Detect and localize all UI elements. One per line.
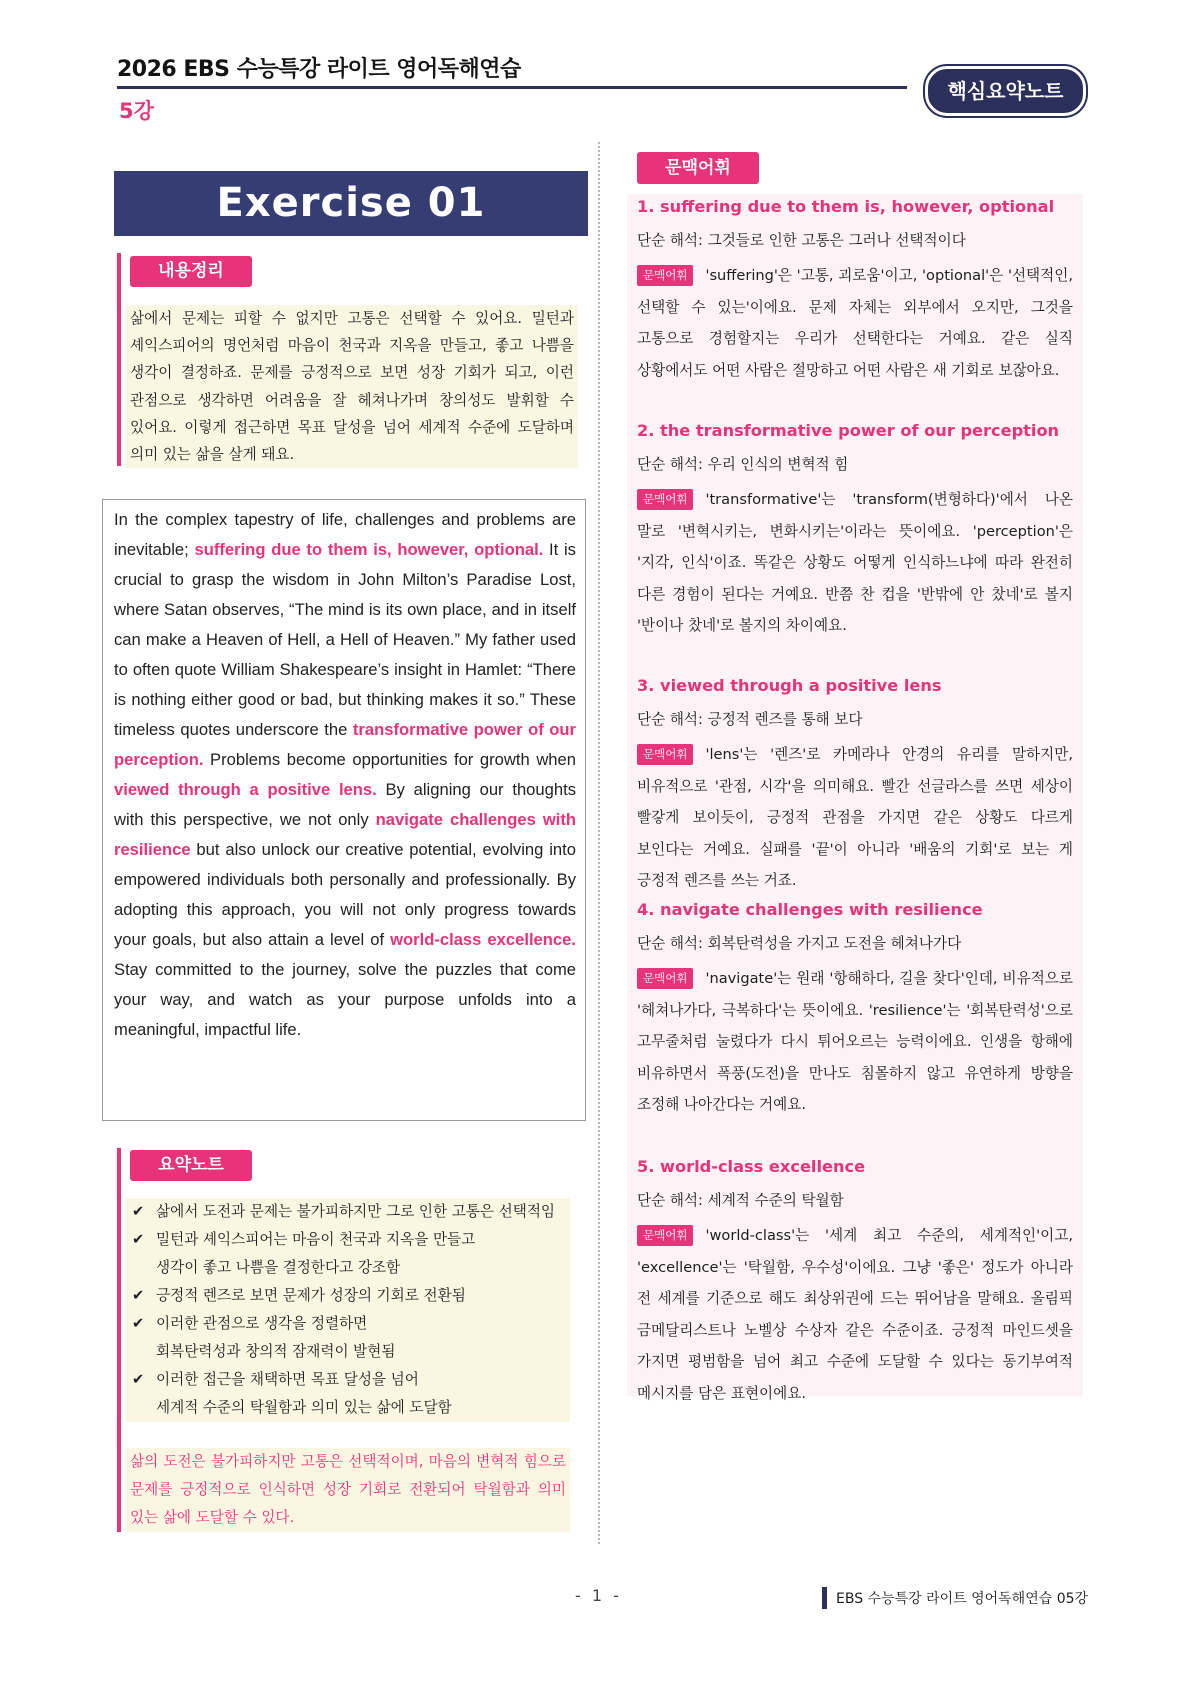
key-note-line: 긍정적 렌즈로 보면 문제가 성장의 기회로 전환됨 [156,1287,466,1304]
document-title: 2026 EBS 수능특강 라이트 영어독해연습 [117,57,521,82]
column-divider [598,142,600,1544]
context-vocab-label: 문맥어휘 [637,152,759,184]
vocab-translation-5 [637,1189,844,1210]
vocab-heading-2: 2. the transformative power of our perception [637,421,1060,440]
footer-text: EBS 수능특강 라이트 영어독해연습 05강 [836,1591,1089,1607]
explanation-text: 'lens'는 '렌즈'로 카메라나 안경의 유리를 말하지만, 비유적으로 '관점, 시각'을 의미해요. 빨간 선글라스를 쓰면 세상이 빨갛게 보이듯이, 긍정적 관점을 가지면 같은 상황도 다르게 보인다는 거예요. 실패를 '끝'이 아니라 '배움의 기회'로 보는 게 긍정적 렌즈를 쓰는 거죠. [637,746,1073,890]
passage-segment: Problems become opportunities for growth when [203,750,576,769]
translation-text: 그것들로 인한 고통은 그러나 선택적이다 [707,232,966,249]
translation-text: 세계적 수준의 탁월함 [707,1192,844,1209]
core-summary-badge: 핵심요약노트 [925,66,1086,116]
vocab-explanation-3 [637,739,1073,897]
passage-segment: It is crucial to grasp the wisdom in John Milton’s Paradise Lost, where Satan observes, “The mind is its own place, and in itself can make a Heaven of Hell, a Hell of Heaven.” My father used to often quote William Shakespeare’s insight in Hamlet: “There is nothing either good or bad, but thinking makes it so.” These timeless quotes underscore the [114,540,576,739]
passage-segment: Stay committed to the journey, solve the puzzles that come your way, and watch as your purpose unfolds into a meaningful, impactful life. [114,960,576,1039]
vocab-translation-3 [637,708,863,729]
passage-segment: but also unlock our creative potential, evolving into empowered individuals both personally and professionally. By adopting this approach, you will not only progress towards your goals, but also attain a level of [114,840,576,949]
header-rule [117,86,907,89]
translation-text: 우리 인식의 변혁적 힘 [707,456,849,473]
key-note-item [126,1226,570,1282]
highlight-phrase-4: navigate challenges with resilience [114,810,576,859]
key-note-item [126,1366,570,1422]
key-note-item [126,1310,570,1366]
vocab-heading-1: 1. suffering due to them is, however, optional [637,197,1055,216]
translation-prefix: 단순 해석: [637,456,703,473]
key-notes-list [126,1198,570,1422]
context-vocab-tag: 문맥어휘 [637,265,693,286]
explanation-text: 'navigate'는 원래 '항해하다, 길을 찾다'인데, 비유적으로 '헤쳐나가다, 극복하다'는 뜻이에요. 'resilience'는 '회복탄력성'으로 고무줄처럼 눌렸다가 다시 튀어오르는 능력이에요. 인생을 항해에 비유하면서 폭풍(도전)을 만나도 침몰하지 않고 유연하게 방향을 조정해 나아간다는 거예요. [637,970,1073,1114]
vocab-heading-3: 3. viewed through a positive lens [637,676,942,695]
vocab-explanation-1 [637,260,1073,386]
exercise-title: Exercise 01 [114,171,588,236]
explanation-text: 'world-class'는 '세계 최고 수준의, 세계적인'이고, 'excellence'는 '탁월함, 우수성'이에요. 그냥 '좋은' 정도가 아니라 전 세계를 기준으로 해도 최상위권에 드는 뛰어남을 말해요. 올림픽 금메달리스트나 노벨상 수상자 같은 수준이죠. 긍정적 마인드셋을 가지면 평범함을 넘어 최고 수준에 도달할 수 있다는 동기부여적 메시지를 담은 표현이에요. [637,1227,1073,1402]
key-note-line: 생각이 좋고 나쁨을 결정한다고 강조함 [156,1259,401,1276]
vocab-explanation-2 [637,484,1073,642]
footer-accent-bar [822,1587,827,1609]
translation-prefix: 단순 해석: [637,711,703,728]
passage-segment: In the complex tapestry of life, challenges and problems are inevitable; [114,510,576,559]
vocab-explanation-4 [637,963,1073,1121]
check-icon: ✔ [132,1371,145,1388]
passage-segment: By aligning our thoughts with this perspective, we not only [114,780,576,829]
vocab-translation-2 [637,453,848,474]
key-note-line: 밀턴과 셰익스피어는 마음이 천국과 지옥을 만들고 [156,1231,476,1248]
check-icon: ✔ [132,1203,145,1220]
vocab-translation-4 [637,932,961,953]
context-vocab-tag: 문맥어휘 [637,744,693,765]
translation-prefix: 단순 해석: [637,935,703,952]
highlight-phrase-3: viewed through a positive lens. [114,780,377,799]
context-vocab-tag: 문맥어휘 [637,489,693,510]
highlight-phrase-2: transformative power of our perception. [114,720,576,769]
key-note-line: 세계적 수준의 탁월함과 의미 있는 삶에 도달함 [156,1399,452,1416]
key-note-item [126,1282,570,1310]
content-summary-label: 내용정리 [130,256,252,287]
vocab-translation-1 [637,229,966,250]
vocab-heading-4: 4. navigate challenges with resilience [637,900,983,919]
translation-text: 회복탄력성을 가지고 도전을 헤쳐나가다 [707,935,962,952]
page-number: - 1 - [575,1586,622,1605]
highlight-phrase-5: world-class excellence. [390,930,576,949]
content-summary-text: 삶에서 문제는 피할 수 없지만 고통은 선택할 수 있어요. 밀턴과 셰익스피어의 명언처럼 마음이 천국과 지옥을 만들고, 좋고 나쁨을 생각이 결정하죠. 문제를 긍정적으로 보면 성장 기회가 되고, 이런 관점으로 생각하면 어려움을 잘 헤쳐나가며 창의성도 발휘할 수 있어요. 이렇게 접근하면 목표 달성을 넘어 세계적 수준에 도달하며 의미 있는 삶을 살게 돼요. [126,305,578,468]
explanation-text: 'transformative'는 'transform(변형하다)'에서 나온 말로 '변혁시키는, 변화시키는'이라는 뜻이에요. 'perception'은 '지각, 인식'이죠. 똑같은 상황도 어떻게 인식하느냐에 따라 완전히 다른 경험이 된다는 거예요. 반쯤 찬 컵을 '반밖에 안 찼네'로 볼지 '반이나 찼네'로 볼지의 차이예요. [637,491,1073,635]
key-notes-conclusion: 삶의 도전은 불가피하지만 고통은 선택적이며, 마음의 변혁적 힘으로 문제를 긍정적으로 인식하면 성장 기회로 전환되어 탁월함과 의미 있는 삶에 도달할 수 있다. [126,1448,570,1532]
translation-prefix: 단순 해석: [637,1192,703,1209]
translation-text: 긍정적 렌즈를 통해 보다 [707,711,863,728]
check-icon: ✔ [132,1231,145,1248]
key-notes-label: 요약노트 [130,1150,252,1181]
key-note-line: 이러한 접근을 채택하면 목표 달성을 넘어 [156,1371,419,1388]
context-vocab-tag: 문맥어휘 [637,968,693,989]
highlight-phrase-1: suffering due to them is, however, optional. [194,540,544,559]
translation-prefix: 단순 해석: [637,232,703,249]
key-note-item [126,1198,570,1226]
lesson-number: 5강 [119,99,154,123]
vocab-heading-5: 5. world-class excellence [637,1157,866,1176]
explanation-text: 'suffering'은 '고통, 괴로움'이고, 'optional'은 '선택적인, 선택할 수 있는'이에요. 문제 자체는 외부에서 오지만, 그것을 고통으로 경험할지는 우리가 선택한다는 거예요. 같은 실직 상황에서도 어떤 사람은 절망하고 어떤 사람은 새 기회로 보잖아요. [637,267,1073,379]
context-vocab-tag: 문맥어휘 [637,1225,693,1246]
check-icon: ✔ [132,1287,145,1304]
check-icon: ✔ [132,1315,145,1332]
passage-text [114,505,576,1045]
key-note-line: 삶에서 도전과 문제는 불가피하지만 그로 인한 고통은 선택적임 [156,1203,556,1220]
vocab-explanation-5 [637,1220,1073,1410]
key-note-line: 이러한 관점으로 생각을 정렬하면 [156,1315,368,1332]
key-note-line: 회복탄력성과 창의적 잠재력이 발현됨 [156,1343,396,1360]
